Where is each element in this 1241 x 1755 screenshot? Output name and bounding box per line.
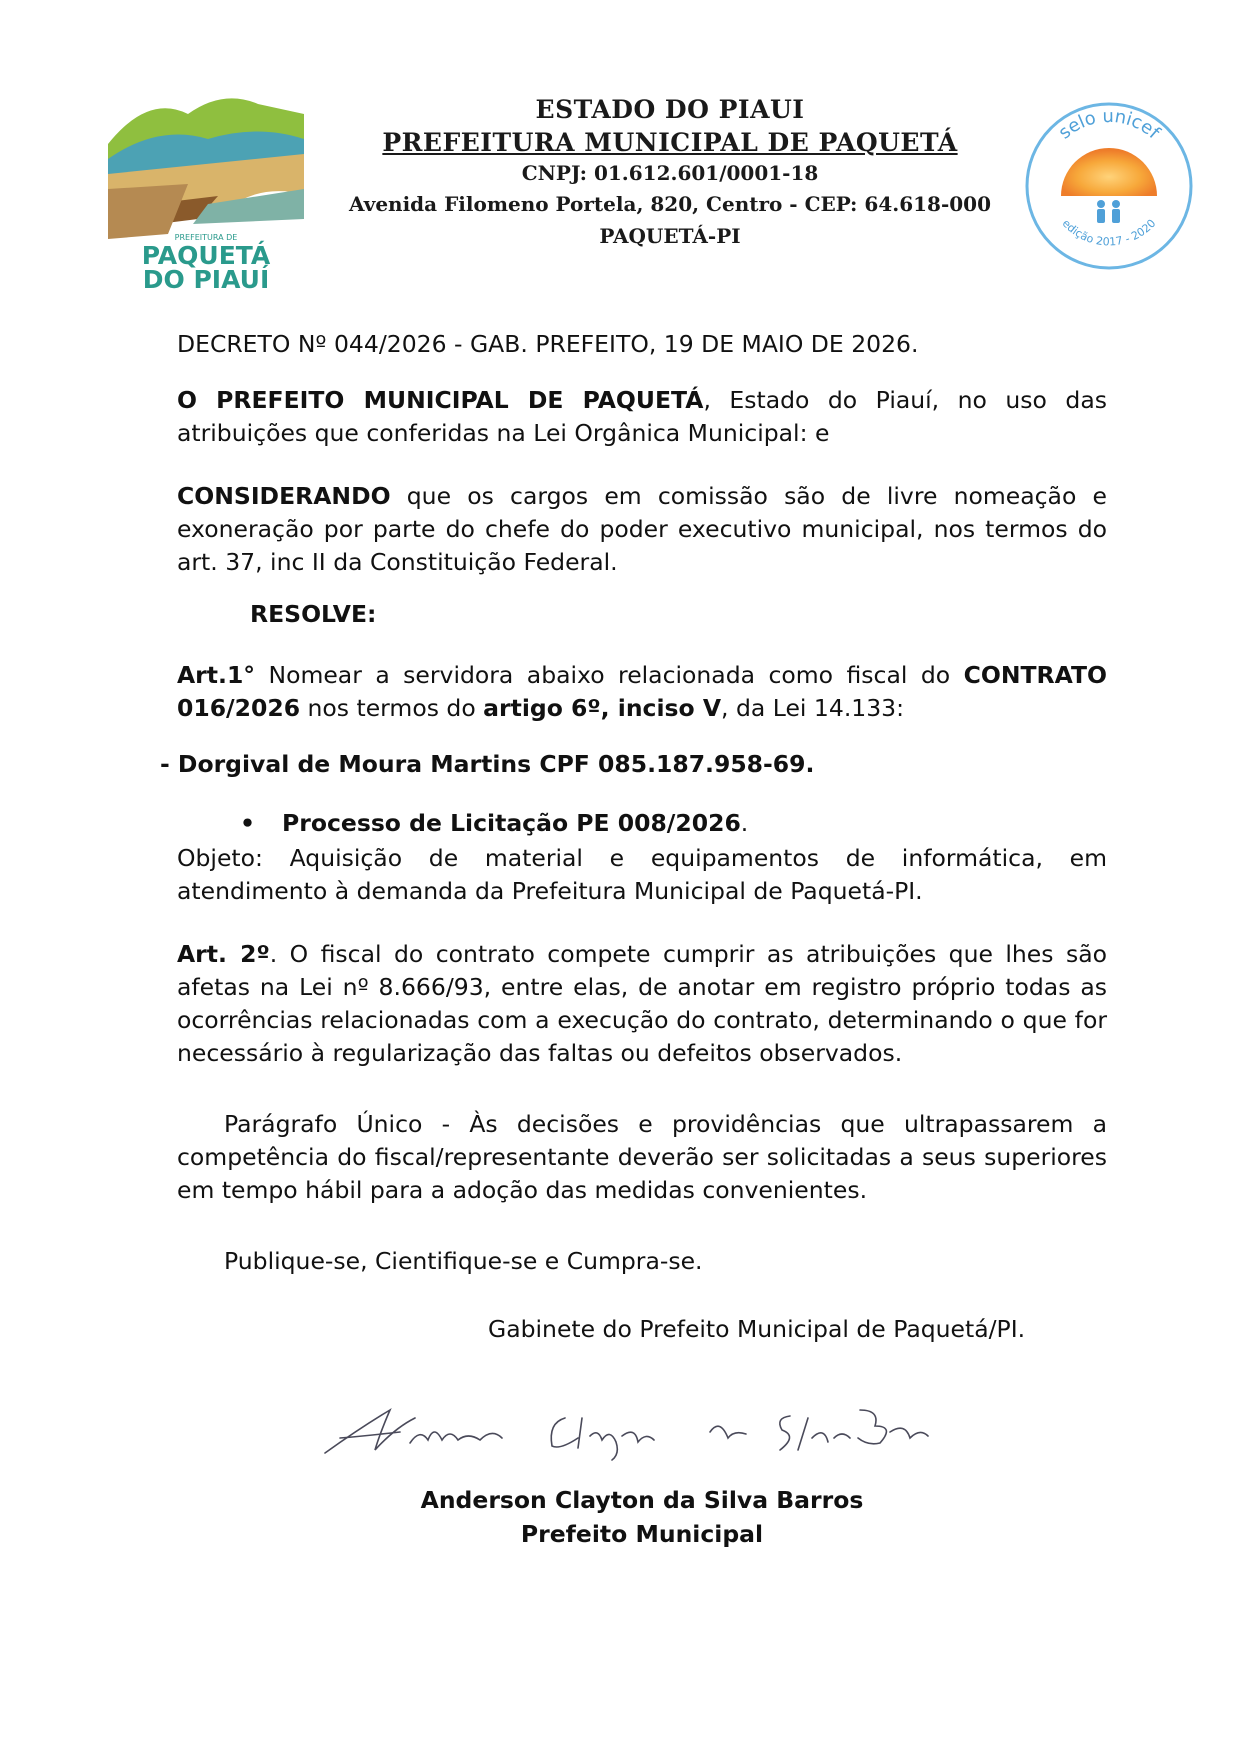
art2-label: Art. 2º xyxy=(177,940,270,968)
seal-bottom-text: edição 2017 - 2020 xyxy=(1059,216,1159,249)
processo-text xyxy=(282,807,748,840)
considerando-bold: CONSIDERANDO xyxy=(177,482,391,510)
signer-name: Anderson Clayton da Silva Barros xyxy=(420,1486,864,1514)
art1-artigo: artigo 6º, inciso V xyxy=(483,694,722,722)
processo-bold: Processo de Licitação PE 008/2026 xyxy=(282,809,741,837)
unicef-seal-logo xyxy=(1023,100,1195,272)
signer-role: Prefeito Municipal xyxy=(520,1520,764,1548)
article-1 xyxy=(177,659,1107,725)
header-prefeitura: PREFEITURA MUNICIPAL DE PAQUETÁ xyxy=(382,128,958,157)
art1-text-3: , da Lei 14.133: xyxy=(721,694,905,722)
paragraph-prefeito xyxy=(177,384,1107,450)
header-state: ESTADO DO PIAUI xyxy=(535,95,805,124)
gabinete-line: Gabinete do Prefeito Municipal de Paquetá/PI. xyxy=(488,1315,1026,1343)
paragrafo-unico: Parágrafo Único - Às decisões e providências que ultrapassarem a competência do fiscal/representante deverão ser solicitadas a seus superiores em tempo hábil para a adoção das medidas convenientes. xyxy=(177,1110,1107,1204)
art1-text-1: Nomear a servidora abaixo relacionada como fiscal do xyxy=(255,661,964,689)
seal-top-text: selo unicef xyxy=(1054,105,1164,144)
logo-word-2: DO PIAUÍ xyxy=(142,265,270,289)
resolve-heading: RESOLVE: xyxy=(250,600,377,628)
art1-label: Art.1° xyxy=(177,661,256,689)
logo-caption: PREFEITURA DE xyxy=(174,233,238,242)
objeto-paragraph: Objeto: Aquisição de material e equipamentos de informática, em atendimento à demanda da Prefeitura Municipal de Paquetá-PI. xyxy=(177,844,1107,905)
article-2 xyxy=(177,938,1107,1070)
logo-word-1: PAQUETÁ xyxy=(141,241,271,270)
paqueta-municipal-logo xyxy=(108,84,304,289)
considerando-rest: que os cargos em comissão são de livre nomeação e exoneração por parte do chefe do poder executivo municipal, nos termos do art. 37, inc II da Constituição Federal. xyxy=(177,482,1107,576)
header-cnpj: CNPJ: 01.612.601/0001-18 xyxy=(521,161,819,185)
decree-title: DECRETO Nº 044/2026 - GAB. PREFEITO, 19 DE MAIO DE 2026. xyxy=(177,330,919,358)
servidora-line: - Dorgival de Moura Martins CPF 085.187.958-69. xyxy=(160,750,815,778)
handwritten-signature xyxy=(320,1388,930,1468)
header-address: Avenida Filomeno Portela, 820, Centro - CEP: 64.618-000 xyxy=(348,192,991,216)
paragraph-considerando xyxy=(177,480,1107,579)
art1-text-2: nos termos do xyxy=(300,694,484,722)
prefeito-rest: , Estado do Piauí, no uso das atribuições que conferidas na Lei Orgânica Municipal: e xyxy=(177,386,1107,447)
art1-contrato: CONTRATO 016/2026 xyxy=(177,661,1107,722)
prefeito-bold: O PREFEITO MUNICIPAL DE PAQUETÁ xyxy=(177,386,704,414)
header-city: PAQUETÁ-PI xyxy=(599,224,741,248)
publication-line: Publique-se, Cientifique-se e Cumpra-se. xyxy=(224,1247,703,1275)
processo-end: . xyxy=(740,809,749,837)
bullet-icon: • xyxy=(240,809,256,837)
art2-text: . O fiscal do contrato compete cumprir as atribuições que lhes são afetas na Lei nº 8.666/93, entre elas, de anotar em registro próprio todas as ocorrências relacionadas com a execução do contrato, determinando o que for necessário à regularização das faltas ou defeitos observados. xyxy=(177,940,1107,1067)
